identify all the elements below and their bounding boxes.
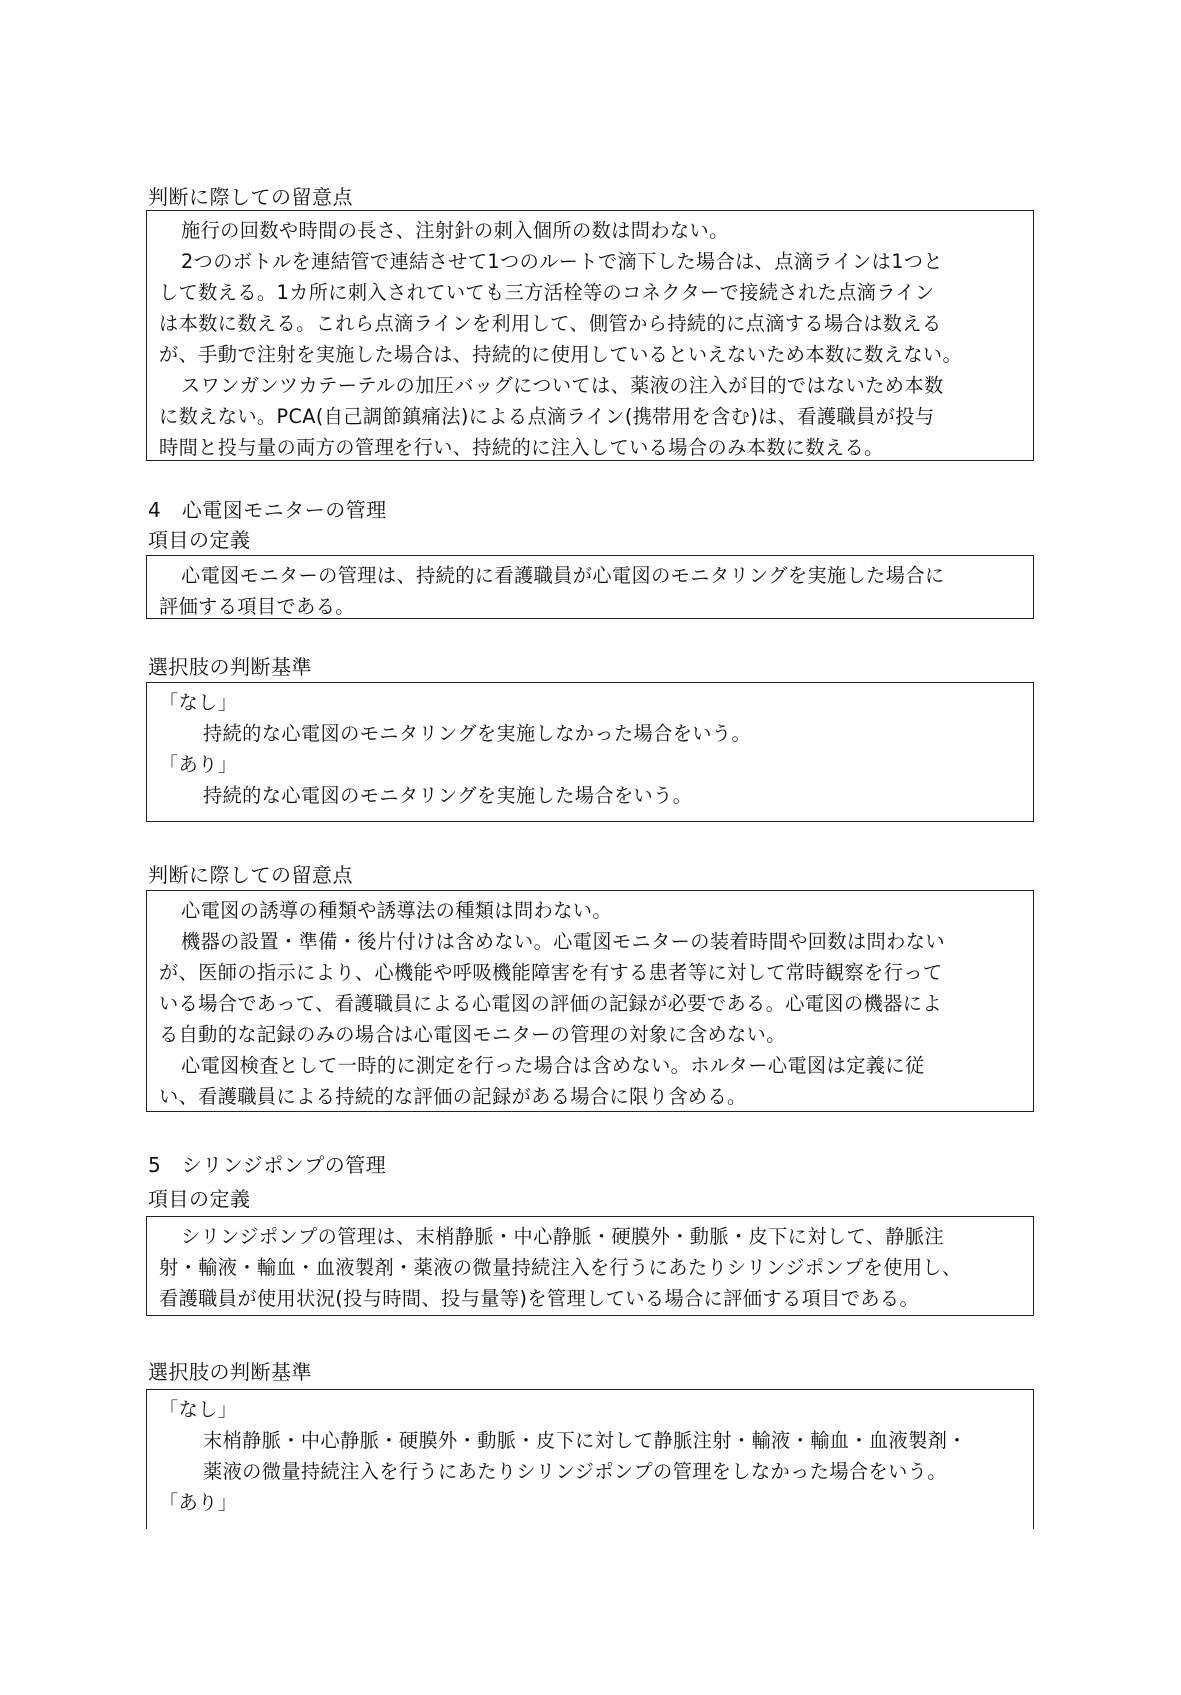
criteria-heading: 選択肢の判断基準 xyxy=(148,1360,312,1384)
notes-line: して数える。1カ所に刺入されていても三方活栓等のコネクターで接続された点滴ライン xyxy=(159,281,935,304)
option-text-none: 末梢静脈・中心静脈・硬膜外・動脈・皮下に対して静脈注射・輸液・輸血・血液製剤・ xyxy=(203,1429,967,1452)
option-text-none: 持続的な心電図のモニタリングを実施しなかった場合をいう。 xyxy=(203,722,752,745)
option-text-yes: 持続的な心電図のモニタリングを実施した場合をいう。 xyxy=(203,784,693,807)
notes-line: る自動的な記録のみの場合は心電図モニターの管理の対象に含めない。 xyxy=(159,1023,786,1046)
notes-line: スワンガンツカテーテルの加圧バッグについては、薬液の注入が目的ではないため本数 xyxy=(181,374,944,397)
definition-heading: 項目の定義 xyxy=(148,528,251,552)
notes-line: 心電図の誘導の種類や誘導法の種類は問わない。 xyxy=(181,899,612,922)
criteria-heading: 選択肢の判断基準 xyxy=(148,655,312,679)
criteria-box xyxy=(146,1389,1034,1529)
definition-line: 射・輸液・輸血・血液製剤・薬液の微量持続注入を行うにあたりシリンジポンプを使用し、 xyxy=(159,1256,962,1279)
definition-line: シリンジポンプの管理は、末梢静脈・中心静脈・硬膜外・動脈・皮下に対して、静脈注 xyxy=(181,1225,945,1248)
definition-box xyxy=(146,555,1034,619)
definition-box xyxy=(146,1216,1034,1316)
notes-line: 心電図検査として一時的に測定を行った場合は含めない。ホルター心電図は定義に従 xyxy=(181,1054,925,1077)
criteria-box xyxy=(146,682,1034,822)
option-label-yes: 「あり」 xyxy=(159,753,238,776)
notes-line: 2つのボトルを連結管で連結させて1つのルートで滴下した場合は、点滴ラインは1つと xyxy=(181,250,943,273)
notes-box xyxy=(146,890,1034,1112)
definition-line: 評価する項目である。 xyxy=(159,595,355,618)
option-label-yes: 「あり」 xyxy=(159,1491,238,1514)
option-label-none: 「なし」 xyxy=(159,1398,238,1421)
notes-line: は本数に数える。これら点滴ラインを利用して、側管から持続的に点滴する場合は数える xyxy=(159,312,942,335)
notes-line: 施行の回数や時間の長さ、注射針の刺入個所の数は問わない。 xyxy=(181,219,729,242)
section-title: 4 心電図モニターの管理 xyxy=(148,498,387,522)
definition-line: 看護職員が使用状況(投与時間、投与量等)を管理している場合に評価する項目である。 xyxy=(159,1287,920,1310)
definition-heading: 項目の定義 xyxy=(148,1187,251,1211)
notes-heading: 判断に際しての留意点 xyxy=(148,863,353,887)
notes-line: 時間と投与量の両方の管理を行い、持続的に注入している場合のみ本数に数える。 xyxy=(159,436,884,459)
notes-line: に数えない。PCA(自己調節鎮痛法)による点滴ライン(携帯用を含む)は、看護職員が投与 xyxy=(159,405,935,428)
notes-line: い、看護職員による持続的な評価の記録がある場合に限り含める。 xyxy=(159,1085,747,1108)
section-title: 5 シリンジポンプの管理 xyxy=(148,1153,387,1177)
notes-line: が、手動で注射を実施した場合は、持続的に使用しているといえないため本数に数えない。 xyxy=(159,343,963,366)
definition-line: 心電図モニターの管理は、持続的に看護職員が心電図のモニタリングを実施した場合に xyxy=(181,564,945,587)
notes-line: いる場合であって、看護職員による心電図の評価の記録が必要である。心電図の機器によ xyxy=(159,992,942,1015)
option-label-none: 「なし」 xyxy=(159,691,238,714)
notes-box xyxy=(146,210,1034,461)
notes-line: 機器の設置・準備・後片付けは含めない。心電図モニターの装着時間や回数は問わない xyxy=(181,930,945,953)
option-text-none: 薬液の微量持続注入を行うにあたりシリンジポンプの管理をしなかった場合をいう。 xyxy=(203,1460,947,1483)
notes-line: が、医師の指示により、心機能や呼吸機能障害を有する患者等に対して常時観察を行って xyxy=(159,961,943,984)
notes-heading: 判断に際しての留意点 xyxy=(148,185,353,209)
